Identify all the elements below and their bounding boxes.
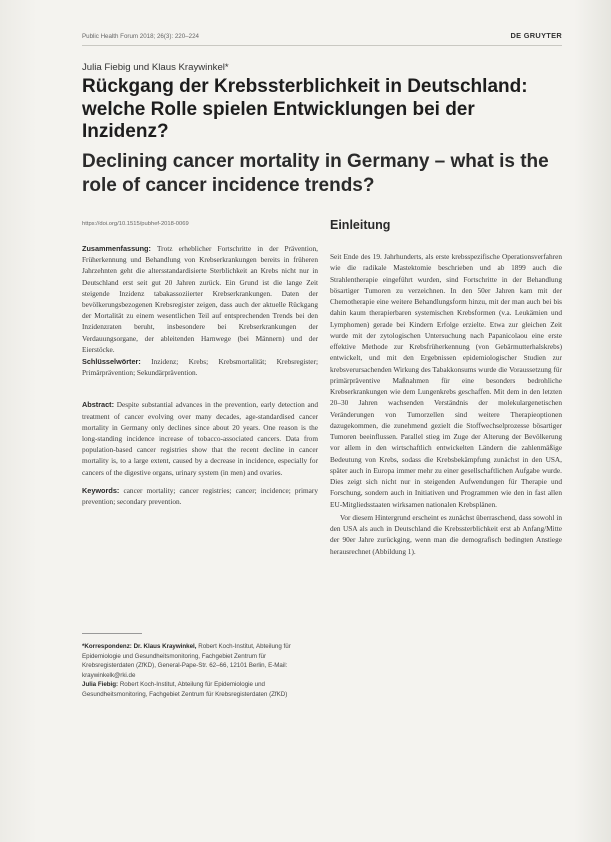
coauthor-label: Julia Fiebig: (82, 681, 119, 689)
title-english: Declining cancer mortality in Germany – what is the role of cancer incidence trends? (82, 151, 549, 196)
doi-link[interactable]: https://doi.org/10.1515/pubhef-2018-0069 (82, 221, 189, 227)
running-head (82, 31, 562, 45)
correspondence-footnote (82, 642, 318, 700)
header-rule (82, 45, 562, 46)
abstract-german-label: Zusammenfassung: (82, 244, 151, 253)
journal-reference: Public Health Forum 2018; 26(3): 220–224 (82, 33, 199, 40)
author-line: Julia Fiebig und Klaus Kraywinkel* (82, 62, 229, 73)
correspondence-note (82, 642, 318, 680)
keywords-english (82, 485, 318, 507)
introduction-column (330, 251, 562, 557)
abstract-english (82, 399, 318, 477)
keywords-german (82, 356, 318, 378)
coauthor-note (82, 680, 318, 699)
coauthor-text: Robert Koch-Institut, Abteilung für Epidemiologie und Gesundheitsmonitoring, Fachgebiet Zentrum für Krebsregisterdaten (ZfKD) (82, 681, 288, 698)
keywords-english-text: cancer mortality; cancer registries; cancer; incidence; primary prevention; secondary prevention. (82, 485, 318, 507)
correspondence-text: Robert Koch-Institut, Abteilung für Epidemiologie und Gesundheitsmonitoring, Fachgebiet Zentrum für Krebsregisterdaten (ZfKD), General-Pape-Str. 62–66, 12101 Berlin, E-Mail: kraywinkelk@rki.de (82, 643, 291, 679)
correspondence-label: *Korrespondenz: Dr. Klaus Kraywinkel, (82, 643, 197, 650)
title-german: Rückgang der Krebssterblichkeit in Deutschland: welche Rolle spielen Entwicklungen bei der Inzidenz? (82, 76, 528, 142)
abstract-german (82, 243, 318, 355)
abstract-column (82, 243, 318, 507)
section-heading-einleitung: Einleitung (330, 218, 391, 232)
introduction-paragraph-1: Seit Ende des 19. Jahrhunderts, als erste krebsspezifische Operationsverfahren wie die radikale Mastektomie beschrieben und ab 1899 auch die Strahlentherapie eingeführt wurden, sind Fortschritte in der Behandlung bösartiger Tumoren zu verzeichnen. In den 50er Jahren kam mit der Chemotherapie eine weitere Behandlungsform hinzu, mit der man auch bei bis dahin kaum therapierbaren systemischen Krebsformen (v.a. Leukämien und Lymphomen) gerade bei Kindern Erfolge erzielte. Etwa zur gleichen Zeit wurde mit der zytologischen Untersuchung nach Papanicolaou eine erste effektive Methode zur Krebsfrüherkennung (von Gebärmutterhalskrebs) entwickelt, und mit den Ergebnissen epidemiologischer Studien zur krebsverursachenden Wirkung des Tabakkonsums wurde die Voraussetzung für primärpräventive Maßnahmen für eine besonders bedrohliche Krebserkrankungen wie dem Lungenkrebs geschaffen. Mit dem in den letzten 20–30 Jahren wachsenden Verständnis der molekulargenetischen Veränderungen von Tumorzellen sind weitere Therapieoptionen dazugekommen, die zunehmend gezielt die Stoffwechselprozesse bösartiger Tumoren beeinflussen. Parallel stieg im Zuge der Alterung der Bevölkerung vor allem in den wirtschaftlich entwickelten Ländern die zahlenmäßige Bedeutung von Krebs, sodass die Krebsbekämpfung zunächst in den USA, später auch in Europa immer mehr zu einer gesellschaftlichen Aufgabe wurde. Dies zeigt sich nicht nur in steigenden Aufwendungen für Therapie und Forschung, sondern auch in Initiativen und Programmen wie den in fast allen EU-Mitgliedsstaaten wirksamen nationalen Krebsplänen. (330, 252, 562, 509)
introduction-paragraph-2: Vor diesem Hintergrund erscheint es zunächst überraschend, dass sowohl in den USA als auch in Deutschland die Krebssterblichkeit erst ab Anfang/Mitte der 90er Jahre zurückging, wenn man die demografisch bedingten Anstiege herausrechnet (Abbildung 1). (330, 512, 562, 556)
abstract-german-text: Trotz erheblicher Fortschritte in der Prävention, Früherkennung und Behandlung von Krebserkrankungen bereits in früheren Jahrzehnten geht die altersstandardisierte Sterblichkeit an Krebs nicht nur in Deutschland erst seit gut 20 Jahren zurück. Ein Grund ist die lange Zeit steigende Inzidenz tabakassoziierter Krebserkrankungen. Daten der bevölkerungsbezogenen Krebsregister zeigen, dass auch der aktuelle Rückgang der Mortalität zu einem wesentlichen Teil auf entsprechenden Trends bei den Inzidenzraten beruht, insbesondere bei Krebserkrankungen der Verdauungsorgane, der ableitenden Harnwege (bei Männern) und der Eierstöcke. (82, 244, 318, 354)
publisher-logo: DE GRUYTER (510, 31, 562, 40)
keywords-english-label: Keywords: (82, 485, 120, 495)
keywords-german-text: Inzidenz; Krebs; Krebsmortalität; Krebsregister; Primärprävention; Sekundärprävention. (82, 357, 318, 378)
abstract-english-text: Despite substantial advances in the prevention, early detection and treatment of cancer evolving over many decades, age-standardised cancer mortality in Germany only declines since about 20 years. One reason is the long-standing incidence increase of tobacco-associated cancers. Data from population-based cancer registries show that the recent decline in cancer mortality is, to a large extent, caused by a decrease in incidence, especially for cancers of the digestive organs, urinary system (in men) and ovaries. (82, 400, 318, 477)
footnote-rule (82, 633, 142, 634)
abstract-english-label: Abstract: (82, 400, 115, 410)
keywords-german-label: Schlüsselwörter: (82, 357, 141, 367)
